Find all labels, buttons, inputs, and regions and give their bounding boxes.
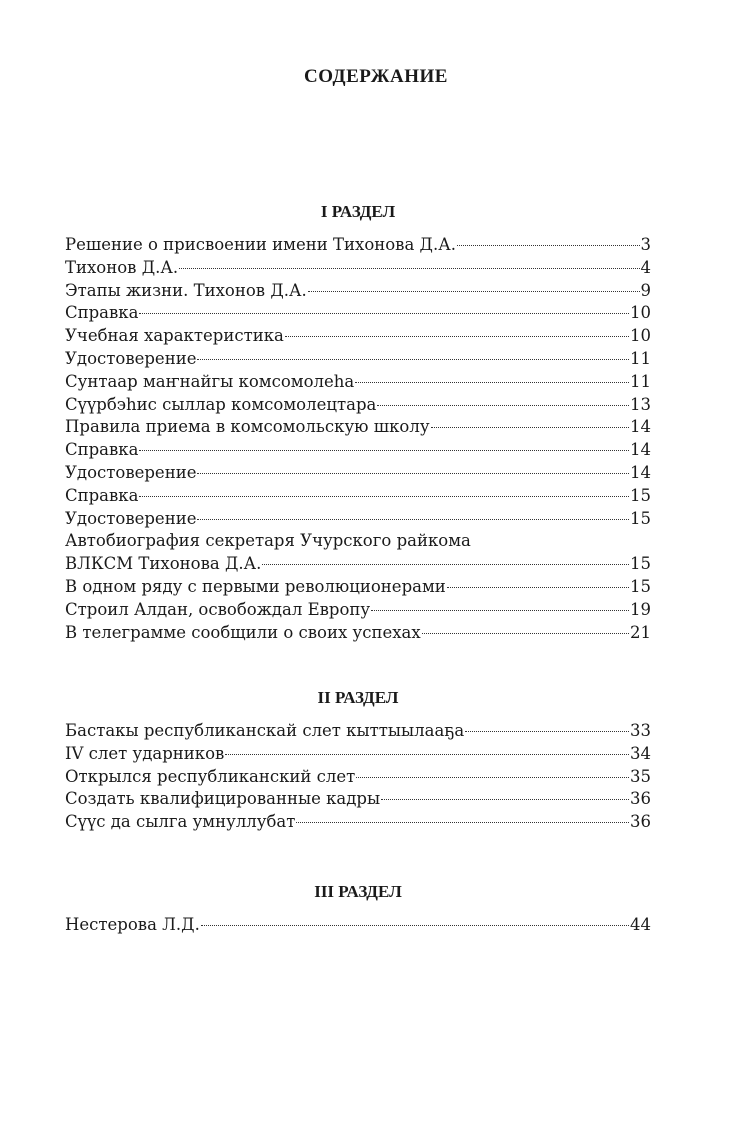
dot-leader [201,925,629,926]
section-heading: I РАЗДЕЛ [320,202,396,221]
toc-entry-label: Учебная характеристика [65,326,284,346]
toc-entry-label: В одном ряду с первыми революционерами [65,576,446,596]
toc-entry-label: Нестерова Л.Д. [65,915,200,934]
toc-entry[interactable] [65,462,651,485]
toc-entry-label: Справка [65,485,139,505]
toc-entry-page: 15 [630,554,651,574]
toc-entry-label: Открылся республиканский слет [65,766,356,786]
toc-entry-page: 36 [630,812,651,832]
toc-entry-label: Создать квалифицированные кадры [65,789,381,809]
toc-entry-label-line1: Автобиография секретаря Учурского райкома [65,531,471,551]
section-heading: II РАЗДЕЛ [317,688,399,707]
dot-leader [139,450,629,451]
toc-entry[interactable] [65,788,651,811]
toc-entry-page: 14 [630,440,651,460]
toc-entry-page: 10 [630,303,651,323]
toc-entry-label: Удостоверение [65,462,197,482]
toc-entry-page: 14 [630,462,651,482]
toc-entry-page: 13 [630,394,651,414]
toc-entry[interactable] [65,302,651,325]
dot-leader [465,731,629,732]
toc-entry-page: 33 [630,721,651,740]
dot-leader [197,519,629,520]
dot-leader [381,799,629,800]
toc-entry-page: 36 [630,789,651,809]
toc-entry-page: 34 [630,743,651,763]
toc-entry-label: Строил Алдан, освобождал Европу [65,599,371,619]
toc-entry[interactable] [65,280,651,303]
toc-entry[interactable] [65,811,651,834]
toc-entry-label: Удостоверение [65,508,197,528]
toc-entry-page: 15 [630,576,651,596]
toc-entry-label: Сүүрбэhис сыллар комсомолецтара [65,394,377,414]
toc-list [65,720,651,834]
dot-leader [296,822,629,823]
dot-leader [355,382,629,383]
toc-entry-label: Сүүс да сылга умнуллубат [65,812,296,832]
page-title: СОДЕРЖАНИЕ [304,66,448,87]
toc-entry[interactable] [65,720,651,743]
dot-leader [431,427,629,428]
toc-entry[interactable] [65,257,651,280]
toc-section-3 [65,882,651,937]
toc-entry-page: 35 [630,766,651,786]
toc-entry-label: Справка [65,440,139,460]
toc-entry[interactable] [65,530,651,576]
toc-entry[interactable] [65,325,651,348]
dot-leader [422,633,629,634]
toc-entry-page: 21 [630,622,651,642]
toc-entry-label: В телеграмме сообщили о своих успехах [65,622,421,642]
dot-leader [225,754,629,755]
dot-leader [262,564,629,565]
toc-entry[interactable] [65,743,651,766]
dot-leader [197,359,629,360]
toc-section-2 [65,688,651,834]
toc-entry[interactable] [65,234,651,257]
toc-entry[interactable] [65,766,651,789]
toc-entry-label: Бастакы республиканскай слет кыттыылааҕа [65,721,465,740]
toc-entry-label-line2: ВЛКСМ Тихонова Д.А. [65,554,262,574]
toc-entry-label: Решение о присвоении имени Тихонова Д.А. [65,235,456,254]
toc-entry-label: Справка [65,303,139,323]
section-heading: III РАЗДЕЛ [314,882,402,901]
toc-entry[interactable] [65,622,651,645]
toc-entry-page: 19 [630,599,651,619]
toc-entry-page: 15 [630,508,651,528]
toc-entry-label: Удостоверение [65,348,197,368]
toc-section-1 [65,202,651,644]
dot-leader [285,336,629,337]
toc-entry-page: 11 [630,348,651,368]
dot-leader [139,496,629,497]
dot-leader [447,587,629,588]
dot-leader [308,291,640,292]
toc-entry-page: 9 [640,280,651,300]
toc-entry[interactable] [65,576,651,599]
toc-entry-line2 [65,553,651,576]
toc-entry[interactable] [65,485,651,508]
toc-entry[interactable] [65,348,651,371]
toc-entry-label: IV слет ударников [65,743,225,763]
dot-leader [371,610,629,611]
toc-entry-page: 3 [640,235,651,254]
toc-entry-label: Сунтаар маҥнайгы комсомолеhа [65,371,355,391]
toc-entry-page: 4 [640,257,651,277]
toc-entry-label: Правила приема в комсомольскую школу [65,417,430,437]
dot-leader [377,405,629,406]
toc-list [65,234,651,644]
toc-entry[interactable] [65,394,651,417]
toc-list [65,914,651,937]
toc-entry[interactable] [65,914,651,937]
toc-entry-page: 15 [630,485,651,505]
toc-entry-label: Тихонов Д.А. [65,257,179,277]
dot-leader [197,473,629,474]
toc-entry-page: 44 [630,915,651,934]
toc-entry[interactable] [65,599,651,622]
toc-entry[interactable] [65,416,651,439]
toc-entry[interactable] [65,508,651,531]
toc-entry[interactable] [65,371,651,394]
dot-leader [179,268,639,269]
toc-entry[interactable] [65,439,651,462]
toc-entry-page: 11 [630,371,651,391]
toc-entry-page: 10 [630,326,651,346]
dot-leader [139,313,629,314]
toc-entry-page: 14 [630,417,651,437]
toc-entry-label: Этапы жизни. Тихонов Д.А. [65,280,307,300]
dot-leader [457,245,640,246]
dot-leader [356,777,629,778]
